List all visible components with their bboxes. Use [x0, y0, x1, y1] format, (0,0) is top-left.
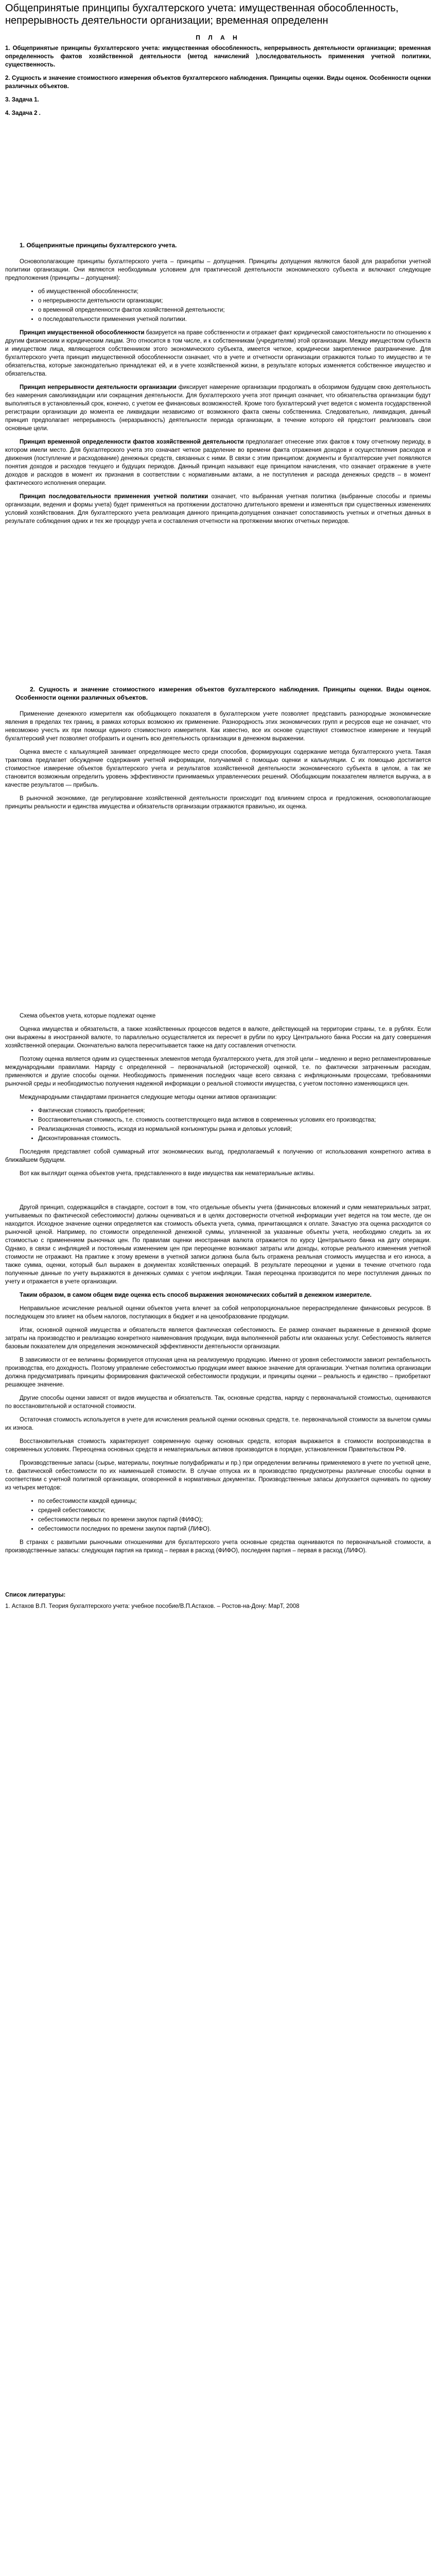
- section-2: [5, 685, 431, 1555]
- list-item: • о последовательности применения учетной политики.: [38, 315, 431, 324]
- paragraph: Итак, основной оценкой имущества и обязательств является фактическая себестоимость. Ее размер означает выраженные в денежной форме затраты на производство и реализацию конкретного наименования продукции, вида выполненной работы или оказанных услуг. Себестоимость является базовым показателем для определения экономической эффективности деятельности организации.: [5, 1327, 431, 1350]
- paragraph: Международными стандартами признается следующие методы оценки активов организации:: [20, 1094, 277, 1100]
- inventory-methods-list: [5, 1497, 431, 1533]
- list-item: • Реализационная стоимость, исходя из нормальной конъюнктуры рынка и деловых условий;: [38, 1125, 431, 1133]
- paragraph: Неправильное исчисление реальной оценки объектов учета влечет за собой непропорциональное перераспределение финансовых ресурсов. В последующем это влияет на объем налогов, поступающих в бюджет и на ценообразование продукции.: [5, 1306, 431, 1320]
- section-2-heading: 2. Сущность и значение стоимостного измерения объектов бухгалтерского наблюдения. Принципы оценки. Виды оценок. Особенности оценки различных объектов.: [15, 686, 431, 701]
- plan-item: 3. Задача 1.: [5, 97, 39, 103]
- plan-list: [5, 44, 431, 117]
- term: Принцип последовательности применения учетной политики: [20, 494, 208, 500]
- spacer: [5, 531, 431, 685]
- term: Принцип имущественной обособленности: [20, 330, 145, 336]
- paragraph: Таким образом, в самом общем виде оценка есть способ выражения экономических событий в денежном измерителе.: [20, 1292, 372, 1298]
- paragraph: Принцип имущественной обособленности базируется на праве собственности и отражает факт юридической самостоятельности по отношению к другим физическим и юридическим лицам. Это относится в том числе, и к собственникам (учредителям) этой организации. Между имуществом субъекта и имуществом лица, являющегося собственником этого экономического субъекта, имеется четкое, юридически закрепленное разграничение. Для бухгалтерского учета принцип имущественной обособленности означает, что в учете и отчетности организации отражаются только то имущество и те обязательства, которые законодательно принадлежат ей, и в учете хозяйственной жизни, в результате которых изменяется собственное имущество и обязательства.: [5, 330, 431, 377]
- paragraph: В странах с развитыми рыночными отношениями для бухгалтерского учета основные средства оцениваются по первоначальной стоимости, а производственные запасы: следующая партия на приход – первая в расход (ФИФО), последняя партия – первая в расход (ЛИФО).: [5, 1539, 431, 1554]
- paragraph: Последняя представляет собой суммарный итог экономических выгод, предполагаемый к получению от использования конкретного актива в ближайшем будущем.: [5, 1149, 431, 1163]
- plan-item: 2. Сущность и значение стоимостного измерения объектов бухгалтерского наблюдения. Принципы оценки. Виды оценок. Особенности оценки различных объектов.: [5, 75, 431, 90]
- paragraph: Оценка имущества и обязательств, а также хозяйственных процессов ведется в валюте, действующей на территории страны, т.е. в рублях. Если они выражены в иностранной валюте, то параллельно осуществляется их пересчет в рубли по курсу Центрального банка России на дату совершения хозяйственной операции. Окончательно валюта пересчитывается также на дату составления отчетности.: [5, 1026, 431, 1049]
- paragraph: Принцип непрерывности деятельности организации фиксирует намерение организации продолжать в обозримом будущем свою деятельность без намерения самоликвидации или сокращения деятельности. Для бухгалтерского учета этот принцип означает, что обязательства организации будут выполняться в установленный срок, конечно, с учетом ее финансовых возможностей. Кроме того бухгалтерский учет ведется с момента государственной регистрации организации до момента ее ликвидации независимо от возможного факта смены собственника. Следовательно, ликвидация, данный принцип предполагает непрерывность (неразрывность) деятельности периода организации, в течение которого ей предстоит реализовать свои основные цели.: [5, 384, 431, 432]
- list-item: • Восстановительная стоимость, т.е. стоимость соответствующего вида активов в современных условиях его производства;: [38, 1116, 431, 1124]
- literature: [5, 1591, 431, 1611]
- list-item: • средней себестоимости;: [38, 1506, 431, 1515]
- paragraph: Применение денежного измерителя как обобщающего показателя в бухгалтерском учете позволяет представить разнородные экономические явления в пределах тех границ, в рамках которых возможно их применение. Разнородность этих экономических групп и ресурсов еще не означает, что невозможно учесть их при помощи единого стоимостного измерителя. Как известно, все их основе существуют стоимостное измерение и текущий бухгалтерский учет позволяет отобразить и оценить всю деятельность организации в денежном выражении.: [5, 711, 431, 742]
- section-1: [5, 241, 431, 526]
- spacer: [5, 1560, 431, 1591]
- term: Принцип временной определенности фактов хозяйственной деятельности: [20, 439, 244, 445]
- paragraph: Восстановительная стоимость характеризует современную оценку основных средств, которая выражается в стоимости воспроизводства в современных условиях. Переоценка основных средств и нематериальных активов производится в порядке, установленном Правительством РФ.: [5, 1438, 431, 1453]
- paragraph: Поэтому оценка является одним из существенных элементов метода бухгалтерского учета, для этой цели – медленно и верно регламентированные международными правилами. Наряду с определенной – первоначальной (исторической) оценкой, т.е. по фактически затраченным расходам, применяются и другие способы оценки. Необходимость применения последних чаще всего связана с инфляционными процессами, требованиями рыночной среды и необходимостью получения надежной информации о реальной стоимости имущества, с учетом постоянно изменяющихся цен.: [5, 1056, 431, 1087]
- plan-item: 4. Задача 2 .: [5, 110, 41, 116]
- paragraph: Оценка вместе с калькуляцией занимает определяющее место среди способов, формирующих содержание метода бухгалтерского учета. Такая трактовка предлагает обсуждение содержания учетной информации, получаемой с помощью оценки и калькуляции. С их помощью достигается стоимостное измерение объектов бухгалтерского учета и результатов хозяйственной деятельности экономического субъекта в целом, а так же становится возможным определить уровень эффективности принимаемых управленческих решений. Обобщающим показателем является выручка, а в качестве результатов — прибыль.: [5, 749, 431, 788]
- list-item: • себестоимости первых по времени закупок партий (ФИФО);: [38, 1516, 431, 1524]
- spacer: [5, 123, 431, 241]
- literature-heading: Список литературы:: [5, 1592, 66, 1598]
- valuation-methods-list: [5, 1107, 431, 1143]
- paragraph: В рыночной экономике, где регулирование хозяйственной деятельности происходит под влиянием спроса и предложения, основополагающие принципы реальности и единства имущества и обязательств организации отражаются правильно, их оценка.: [5, 795, 431, 810]
- literature-item: 1. Астахов В.П. Теория бухгалтерского учета: учебное пособие/В.П.Астахов. – Ростов-на-Дону: МарТ, 2008: [5, 1603, 300, 1609]
- term: Принцип непрерывности деятельности организации: [20, 384, 177, 391]
- paragraph: Остаточная стоимость используется в учете для исчисления реальной оценки основных средств, т.е. первоначальной стоимости за вычетом суммы их износа.: [5, 1417, 431, 1431]
- list-item: • Дисконтированная стоимость.: [38, 1134, 431, 1143]
- page-title: Общепринятые принципы бухгалтерского учета: имущественная обособленность, непрерывность деятельности организации; временная определенн: [5, 3, 399, 26]
- list-item: • о непрерывности деятельности организации;: [38, 297, 431, 305]
- paragraph: Другие способы оценки зависят от видов имущества и обязательств. Так, основные средства, наряду с первоначальной стоимостью, оцениваются по восстановительной и остаточной стоимости.: [5, 1395, 431, 1410]
- list-item: • Фактическая стоимость приобретения;: [38, 1107, 431, 1115]
- section-1-heading: 1. Общепринятые принципы бухгалтерского учета.: [20, 242, 177, 249]
- plan-label: П Л А Н: [196, 34, 240, 41]
- spacer: [5, 1183, 431, 1204]
- assumptions-list: [5, 287, 431, 324]
- paragraph: Принцип последовательности применения учетной политики означает, что выбранная учетная политика (выбранные способы и приемы организации, ведения и формы учета) будет применяться на протяжении достаточно длительного времени и изменяться при существенных изменениях условий хозяйствования. Для бухгалтерского учета реализация данного принципа-допущения означает сопоставимость учетных и отчетных данных в результате соблюдения одних и тех же процедур учета и составления отчетности на протяжении многих отчетных периодов.: [5, 494, 431, 524]
- paragraph: В зависимости от ее величины формируется отпускная цена на реализуемую продукцию. Именно от уровня себестоимости зависит рентабельность производства, его доходность. Поэтому управление себестоимостью продукции имеет важное значение для организации. Учетная политика организации должна предусматривать принципы формирования фактической себестоимости продукции, и принципы оценки – реальность и единство – приобретают решающее значение.: [5, 1357, 431, 1388]
- paragraph: Производственные запасы (сырье, материалы, покупные полуфабрикаты и пр.) при определении величины применяемого в учете по учетной цене, т.е. фактической себестоимости по их наименьшей стоимости. В случае отпуска их в производство предусмотрены различные способы оценки в соответствии с учетной политикой организации, оговоренной в нормативных документах. Производственные запасы допускается оценивать по одному из четырех методов:: [5, 1460, 431, 1491]
- list-item: • об имущественной обособленности;: [38, 287, 431, 296]
- paragraph: Принцип временной определенности фактов хозяйственной деятельности предполагает отнесение этих фактов к тому отчетному периоду, в котором имели место. Для бухгалтерского учета это означает четкое разделение во времени факта отражения доходов и осуществления расходов и движения (поступление и расходование) денежных средств, связанных с ними. В связи с этим принципом: документы и бухгалтерские учет появляются понятия доходов и расходов текущего и будущих периодов. Данный принцип называют еще принципом начисления, что означает отражение в учете доходов и расходов в момент их признания в соответствии с нормативными актами, а не поступления и расхода денежных средств – в момент фактического исполнения операции.: [5, 439, 431, 486]
- list-item: • себестоимости последних по времени закупок партий (ЛИФО).: [38, 1525, 431, 1533]
- list-item: • по себестоимости каждой единицы;: [38, 1497, 431, 1505]
- list-item: • о временной определенности фактов хозяйственной деятельности;: [38, 306, 431, 314]
- figure-area: [5, 816, 431, 1012]
- paragraph: Другой принцип, содержащийся в стандарте, состоит в том, что отдельные объекты учета (финансовых вложений и сумм нематериальных затрат, учитываемых по фактической себестоимости) должны оцениваться и в целях достоверности отчетной информации учет ведется на том месте, где он находится. Исходное значение оценки определяется как стоимость объекта учета, сумма, причитающаяся к оплате. Зачастую эта оценка расходится со рыночной ценой. Например, по стоимости определенной денежной суммы, уплаченной за указанные объекты учета, необходимо следить за их стоимостью с применением рыночных цен. По правилам оценки иностранная валюта отражается по курсу Центрального банка на дату операции. Однако, в связи с инфляцией и постоянным изменением цен при переоценке возникают затраты или доходы, которые реального изменения учетной стоимости не отражают. На практике к этому времени в учетной записи должна была быть отражена реальная стоимость имущества и его износа, а также сумма, оценки, который был выражен в документах хозяйственных операций. В результате переоценки и уценки в течение отчетного года полученные данные по учету выражаются в денежных суммах с учетом инфляции. Такая переоценка производится по мере поступления данных по учету и отражается в учете организации.: [5, 1205, 431, 1285]
- paragraph: Вот как выглядит оценка объектов учета, представленного в виде имущества как нематериальные активы.: [20, 1171, 315, 1177]
- plan-item: 1. Общепринятые принципы бухгалтерского учета: имущественная обособленность, непрерывность деятельности организации; временная определенность фактов хозяйственной деятельности (метод начислений ),последовательность применения учетной политики, существенность.: [5, 45, 431, 68]
- figure-caption: Схема объектов учета, которые подлежат оценке: [20, 1013, 156, 1019]
- paragraph: Основополагающие принципы бухгалтерского учета – принципы – допущения. Принципы допущения являются базой для разработки учетной политики организации. Они являются необходимым условием для практической деятельности экономического субъекта и включают следующие предположения (принципы – допущения):: [5, 259, 431, 281]
